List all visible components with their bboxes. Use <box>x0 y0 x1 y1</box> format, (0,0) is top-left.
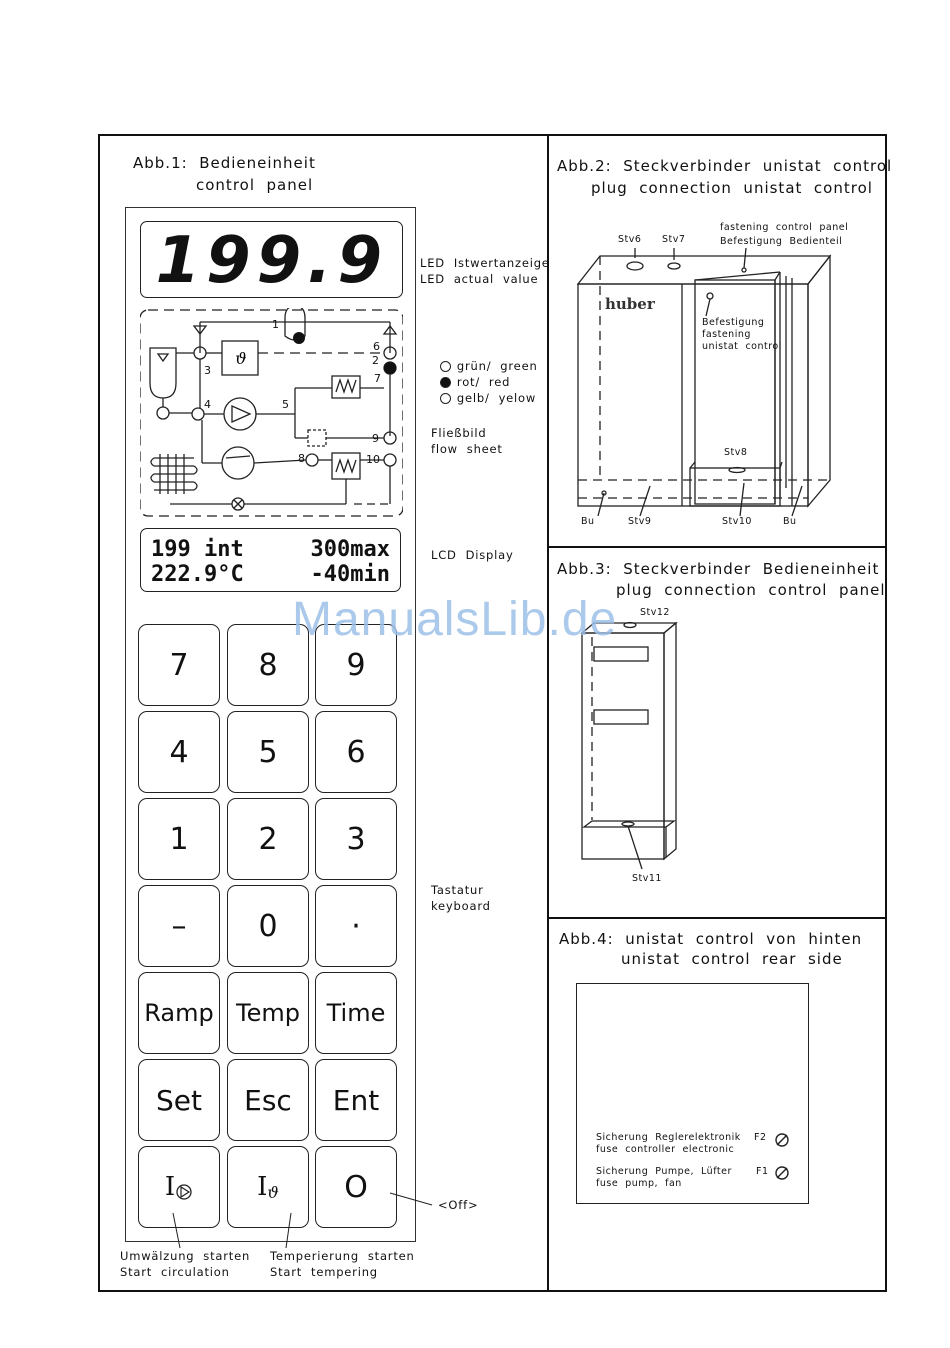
key-2[interactable]: 2 <box>227 798 309 880</box>
off-label: <Off> <box>438 1198 479 1212</box>
abb2-title-de: Abb.2: Steckverbinder unistat control <box>557 157 893 175</box>
svg-text:ϑ: ϑ <box>235 349 247 368</box>
stv11-label: Stv11 <box>632 873 662 884</box>
fuse2-id: F1 <box>756 1166 769 1177</box>
key-1[interactable]: 1 <box>138 798 220 880</box>
flow-num-1: 1 <box>272 318 279 331</box>
flow-num-9: 9 <box>372 432 379 445</box>
fuse1-id: F2 <box>754 1132 767 1143</box>
key-off[interactable]: O <box>315 1146 397 1228</box>
flow-num-8: 8 <box>298 452 305 465</box>
inner-label-en: fastening <box>702 329 751 340</box>
abb1-title-de: Abb.1: Bedieneinheit <box>133 154 316 172</box>
key-0[interactable]: 0 <box>227 885 309 967</box>
flow-num-7: 7 <box>374 372 381 385</box>
column-divider <box>547 134 549 1292</box>
lcd-display <box>140 528 401 592</box>
keyboard-label-de: Tastatur <box>431 883 484 897</box>
legend-red: rot/ red <box>431 360 510 390</box>
flow-num-3: 3 <box>204 364 211 377</box>
led-value: 199.9 <box>155 224 388 298</box>
key-start-tempering[interactable] <box>227 1146 309 1228</box>
lcd-label: LCD Display <box>431 548 514 562</box>
flow-label-en: flow sheet <box>431 442 503 456</box>
inner-label-de: Befestigung <box>702 317 765 328</box>
watermark: ManualsLib.de <box>292 593 618 646</box>
key-time[interactable]: Time <box>315 972 397 1054</box>
flow-num-5: 5 <box>282 398 289 411</box>
fuse2-label-en: fuse pump, fan <box>596 1178 682 1189</box>
key-ent[interactable]: Ent <box>315 1059 397 1141</box>
fuse-f2-icon <box>774 1132 790 1148</box>
bu-left-label: Bu <box>581 516 595 527</box>
key-7[interactable]: 7 <box>138 624 220 706</box>
flow-label-de: Fließbild <box>431 426 487 440</box>
bu-right-label: Bu <box>783 516 797 527</box>
fuse2-label-de: Sicherung Pumpe, Lüfter <box>596 1166 732 1177</box>
key-start-circulation[interactable] <box>138 1146 220 1228</box>
abb3-title-en: plug connection control panel <box>616 581 886 599</box>
key-esc[interactable]: Esc <box>227 1059 309 1141</box>
circulation-label-de: Umwälzung starten <box>120 1249 251 1263</box>
key-decimal-point[interactable]: · <box>315 885 397 967</box>
key-ramp[interactable]: Ramp <box>138 972 220 1054</box>
key-temp[interactable]: Temp <box>227 972 309 1054</box>
flow-num-2: 2 <box>372 354 379 367</box>
abb3-title-de: Abb.3: Steckverbinder Bedieneinheit <box>557 560 880 578</box>
key-start-circulation-label: I <box>164 1172 176 1202</box>
key-set[interactable]: Set <box>138 1059 220 1141</box>
stv6-label: Stv6 <box>618 234 642 245</box>
row-divider-1 <box>547 546 887 548</box>
fuse-f1-icon <box>774 1165 790 1181</box>
abb4-title-de: Abb.4: unistat control von hinten <box>559 930 863 948</box>
abb1-title-en: control panel <box>196 176 314 194</box>
unistat-control-drawing <box>570 248 850 518</box>
flow-num-10: 10 <box>366 453 380 466</box>
lcd-line1-left: 199 int <box>151 537 244 562</box>
fastening-label-en: fastening control panel <box>720 222 849 233</box>
keyboard-label-en: keyboard <box>431 899 491 913</box>
lcd-line1-right: 300max <box>310 537 390 562</box>
led-display <box>140 221 403 298</box>
lcd-line2-right: -40min <box>310 562 390 587</box>
stv8-label: Stv8 <box>724 447 748 458</box>
huber-logo: huber <box>605 295 655 313</box>
tempering-label-en: Start tempering <box>270 1265 378 1279</box>
key-3[interactable]: 3 <box>315 798 397 880</box>
stv7-label: Stv7 <box>662 234 686 245</box>
key-6[interactable]: 6 <box>315 711 397 793</box>
legend-yellow: gelb/ yelow <box>431 376 536 406</box>
abb4-title-en: unistat control rear side <box>621 950 843 968</box>
flow-num-6: 6 <box>373 340 380 353</box>
flow-sheet-box <box>140 308 403 518</box>
fastening-label-de: Befestigung Bedienteil <box>720 236 843 247</box>
flow-sheet-diagram <box>140 308 403 518</box>
led-label-en: LED actual value <box>420 272 539 286</box>
inner-label-device: unistat control <box>702 341 782 352</box>
pump-icon <box>175 1183 193 1201</box>
control-panel-connector-drawing <box>578 615 688 875</box>
yellow-dot-icon <box>440 393 451 404</box>
flow-num-4: 4 <box>204 398 211 411</box>
key-5[interactable]: 5 <box>227 711 309 793</box>
key-minus[interactable]: – <box>138 885 220 967</box>
led-label-de: LED Istwertanzeige <box>420 256 550 270</box>
legend-green: grün/ green <box>431 344 538 374</box>
key-9[interactable]: 9 <box>315 624 397 706</box>
lcd-line2-left: 222.9°C <box>151 562 244 587</box>
circulation-label-en: Start circulation <box>120 1265 230 1279</box>
row-divider-2 <box>547 917 887 919</box>
stv10-label: Stv10 <box>722 516 752 527</box>
fuse1-label-de: Sicherung Reglerelektronik <box>596 1132 741 1143</box>
abb2-title-en: plug connection unistat control <box>591 179 873 197</box>
stv9-label: Stv9 <box>628 516 652 527</box>
key-8[interactable]: 8 <box>227 624 309 706</box>
fuse1-label-en: fuse controller electronic <box>596 1144 735 1155</box>
keypad <box>138 624 400 1230</box>
key-4[interactable]: 4 <box>138 711 220 793</box>
key-start-tempering-label: I <box>257 1172 268 1202</box>
tempering-label-de: Temperierung starten <box>270 1249 415 1263</box>
temperature-symbol-icon: ϑ <box>267 1182 279 1202</box>
stv12-label: Stv12 <box>640 607 670 618</box>
